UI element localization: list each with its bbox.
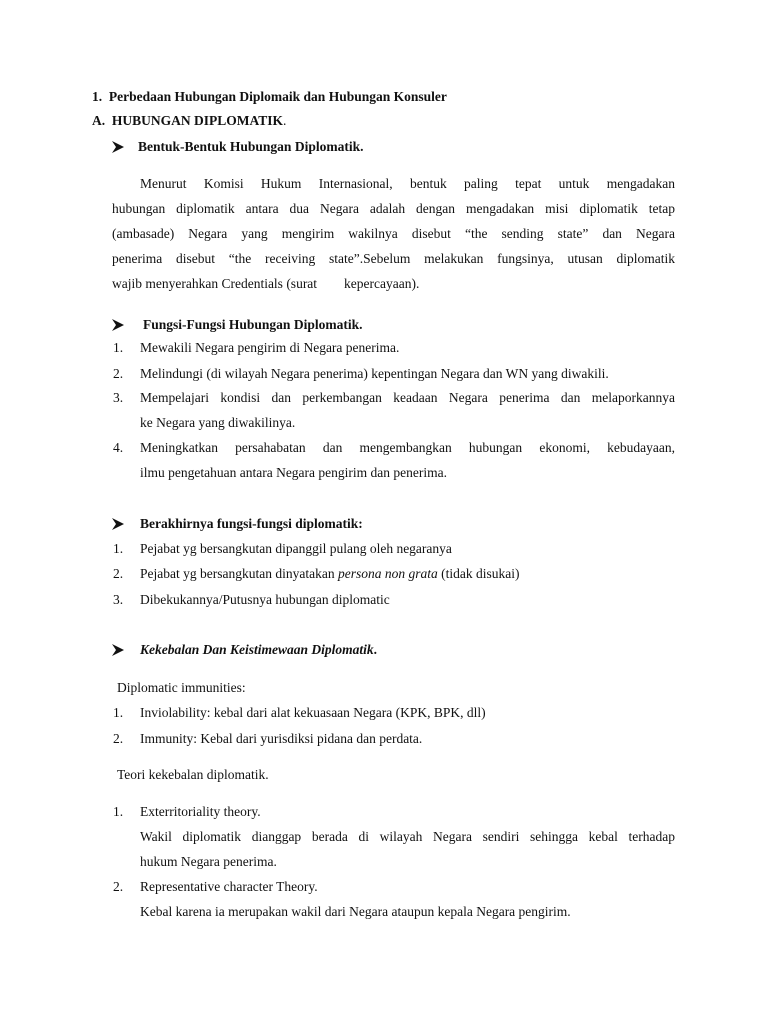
section-4-title-text: Kekebalan Dan Keistimewaan Diplomatik [140,642,374,657]
main-heading-text: Perbedaan Hubungan Diplomaik dan Hubungan Konsuler [108,89,447,104]
list-number: 2. [113,731,124,746]
list-number: 2. [113,566,124,581]
list-item [140,565,519,583]
list-number: 3. [113,592,124,607]
theory-name: Exterritoriality theory. [140,804,261,819]
arrow-bullet-icon [111,140,125,154]
list-number: 1. [113,541,124,556]
list-item-continuation: ilmu pengetahuan antara Negara pengirim dan penerima. [140,465,447,480]
theory-intro: Teori kekebalan diplomatik. [117,767,269,782]
list-item-text: Pejabat yg bersangkutan dinyatakan [140,566,338,581]
list-item: Mempelajari kondisi dan perkembangan keadaan Negara penerima dan melaporkannya [140,390,675,405]
main-heading [92,88,447,106]
main-heading-number: 1. [92,89,103,104]
list-number: 3. [113,390,124,405]
list-item: Mewakili Negara pengirim di Negara penerima. [140,340,400,355]
paragraph-line: wajib menyerahkan Credentials (surat kepercayaan). [112,276,420,291]
section-a-title: HUBUNGAN DIPLOMATIK [111,113,284,128]
paragraph-line: hubungan diplomatik antara dua Negara adalah dengan mengadakan misi diplomatik tetap [112,201,675,216]
list-item: Immunity: Kebal dari yurisdiksi pidana dan perdata. [140,731,423,746]
section-2-title: Fungsi-Fungsi Hubungan Diplomatik. [143,317,363,332]
paragraph-line: (ambasade) Negara yang mengirim wakilnya disebut “the sending state” dan Negara [112,226,675,241]
arrow-bullet-icon [111,318,125,332]
arrow-bullet-icon [111,517,125,531]
list-item: Melindungi (di wilayah Negara penerima) kepentingan Negara dan WN yang diwakili. [140,366,609,381]
paragraph-line: Menurut Komisi Hukum Internasional, bentuk paling tepat untuk mengadakan [140,176,675,191]
section-4-title-punct: . [373,642,378,657]
list-item-italic-term: persona non grata [337,566,438,581]
arrow-bullet-icon [111,643,125,657]
list-item: Dibekukannya/Putusnya hubungan diplomatic [140,592,390,607]
list-number: 2. [113,879,124,894]
list-item-text: (tidak disukai) [437,566,520,581]
theory-description: Wakil diplomatik dianggap berada di wilayah Negara sendiri sehingga kebal terhadap [140,829,675,844]
list-number: 1. [113,705,124,720]
list-item: Meningkatkan persahabatan dan mengembangkan hubungan ekonomi, kebudayaan, [140,440,675,455]
section-3-title: Berakhirnya fungsi-fungsi diplomatik: [140,516,363,531]
section-a-label: A. [92,113,106,128]
list-item-continuation: ke Negara yang diwakilinya. [140,415,296,430]
list-number: 1. [113,340,124,355]
paragraph-line: penerima disebut “the receiving state”.Sebelum melakukan fungsinya, utusan diplomatik [112,251,675,266]
theory-description: Kebal karena ia merupakan wakil dari Negara ataupun kepala Negara pengirim. [140,904,571,919]
list-item: Pejabat yg bersangkutan dipanggil pulang oleh negaranya [140,541,452,556]
section-a-punct: . [283,113,287,128]
list-number: 4. [113,440,124,455]
section-1-title: Bentuk-Bentuk Hubungan Diplomatik. [138,139,364,154]
section-4-title [140,641,377,659]
theory-name: Representative character Theory. [140,879,318,894]
list-number: 1. [113,804,124,819]
list-item: Inviolability: kebal dari alat kekuasaan Negara (KPK, BPK, dll) [140,705,486,720]
theory-description-continuation: hukum Negara penerima. [140,854,277,869]
section-a-heading [92,112,286,130]
list-number: 2. [113,366,124,381]
immunities-intro: Diplomatic immunities: [117,680,246,695]
